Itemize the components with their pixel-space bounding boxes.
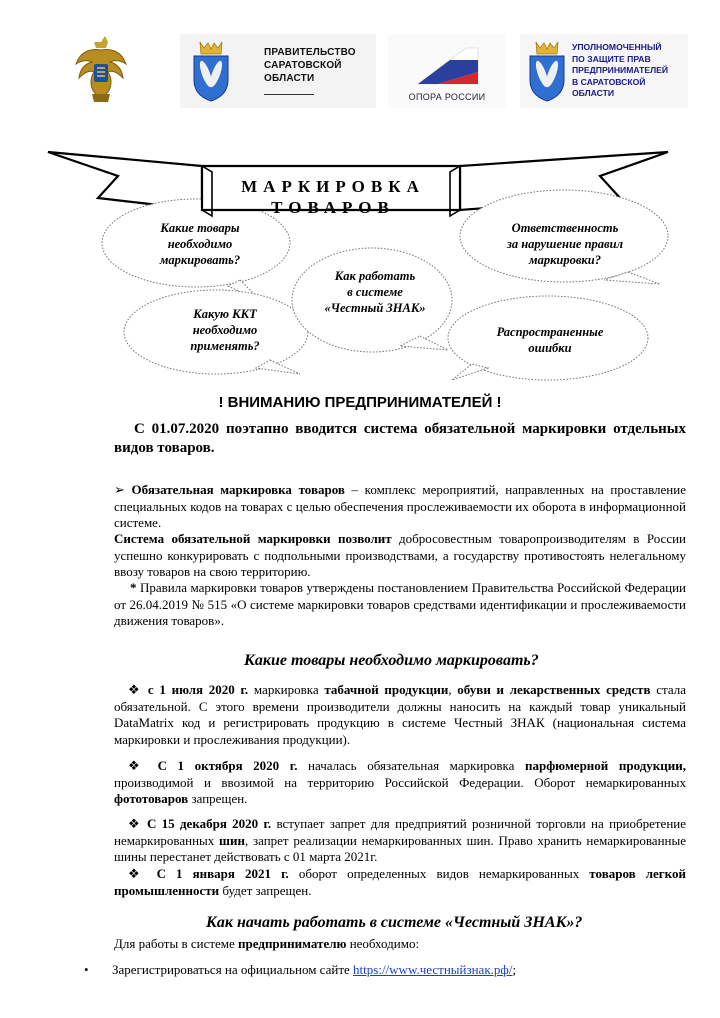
- item-date: с 1 июля 2020 г.: [147, 682, 249, 697]
- item-text: будет запрещен.: [219, 882, 312, 898]
- bubble-line: применять?: [190, 339, 260, 353]
- diamond-bullet-icon: ❖: [128, 816, 142, 831]
- bubble-what-goods: [130, 220, 270, 268]
- bubble-line: Какие товары: [160, 221, 240, 235]
- asterisk-mark: *: [130, 580, 137, 595]
- item-bold: шин: [219, 832, 245, 848]
- item-bold: парфюмерной продукции,: [524, 758, 686, 773]
- diamond-bullet-icon: ❖: [128, 866, 147, 881]
- gov-underline: [264, 94, 314, 95]
- item-bold: фототоваров: [114, 791, 189, 806]
- item-october: [114, 758, 686, 808]
- item-bold: товаров легкой промышленности: [114, 866, 686, 898]
- item-date: С 15 декабря 2020 г.: [147, 816, 272, 831]
- bubble-line: ошибки: [528, 341, 572, 355]
- intro-text: Для работы в системе: [114, 936, 239, 951]
- register-tail: ;: [512, 962, 517, 977]
- opora-russia-label: ОПОРА РОССИИ: [408, 92, 486, 102]
- bubble-line: за нарушение правил: [506, 237, 623, 251]
- bubble-responsibility: [480, 220, 650, 268]
- section-heading-honest-sign: Как начать работать в системе «Честный ЗНАК»?: [206, 914, 583, 931]
- bubble-honest-sign: [300, 268, 450, 316]
- item-date: С 1 января 2021 г.: [156, 866, 289, 881]
- title-banner-graphic: [0, 140, 720, 400]
- register-text: Зарегистрироваться на официальном сайте: [112, 962, 354, 977]
- section-heading-what-goods: Какие товары необходимо маркировать?: [244, 652, 539, 669]
- bubble-line: в системе: [347, 285, 403, 299]
- item-text: вступает запрет для предприятий розничной торговли на приобретение немаркированных: [114, 816, 686, 848]
- definition-text: – комплекс мероприятий, направленных на проставление специальных кодов на товарах с целью обеспечения прослеживаемости их оборота в информационной системе.: [114, 482, 686, 530]
- diamond-bullet-icon: ❖: [128, 682, 143, 697]
- register-item: [84, 962, 684, 979]
- ombudsman-name: [572, 42, 668, 100]
- bubble-line: «Честный ЗНАК»: [324, 301, 426, 315]
- definition-term: Обязательная маркировка товаров: [131, 482, 345, 497]
- banner-title-line-2: ТОВАРОВ: [271, 198, 395, 217]
- intro-paragraph: С 01.07.2020 поэтапно вводится система обязательной маркировки отдельных видов товаров.: [114, 421, 686, 456]
- bubble-line: необходимо: [192, 323, 258, 337]
- bubble-line: Ответственность: [511, 221, 619, 235]
- allows-text: добросовестным товаропроизводителям в России успешно конкурировать с подпольными производствами, а государству противостоять нелегальному ввозу товаров на свою территорию.: [114, 531, 687, 579]
- honest-sign-website-link[interactable]: https://www.честныйзнак.рф/: [353, 962, 513, 977]
- item-july: [114, 682, 686, 748]
- saratov-crest-icon: [526, 40, 568, 102]
- diamond-bullet-icon: ❖: [128, 758, 147, 773]
- saratov-crest-icon: [190, 40, 232, 102]
- opora-russia-logo: [388, 34, 506, 108]
- definition-paragraph: [114, 482, 686, 532]
- prosecutor-eagle-emblem: [72, 34, 130, 108]
- russian-flag-icon: [416, 44, 480, 88]
- item-text: оборот определенных видов немаркированных: [288, 866, 590, 881]
- ombud-line-5: ОБЛАСТИ: [572, 88, 615, 98]
- intro-bold: предпринимателю: [238, 936, 347, 951]
- logos-row: [0, 30, 720, 112]
- allows-term: Система обязательной маркировки позволит: [114, 531, 392, 546]
- rules-paragraph: [114, 580, 686, 630]
- bubble-kkt: [160, 306, 290, 354]
- dot-bullet-icon: •: [84, 962, 89, 977]
- allows-paragraph: [114, 531, 686, 581]
- bubble-line: Какую ККТ: [193, 307, 257, 321]
- item-bold: табачной продукции: [324, 682, 449, 697]
- gov-name-line-2: САРАТОВСКОЙ: [264, 60, 342, 71]
- banner-title: [218, 176, 448, 218]
- ombud-line-3: ПРЕДПРИНИМАТЕЛЕЙ: [572, 65, 669, 75]
- bubble-line: Как работать: [334, 269, 416, 283]
- item-text: запрещен.: [188, 791, 248, 806]
- section2-intro: [114, 936, 686, 953]
- bubble-line: Распространенные: [496, 325, 604, 339]
- item-text: началась обязательная маркировка: [297, 758, 525, 773]
- item-january: [114, 866, 686, 899]
- government-name: [264, 46, 356, 85]
- banner-title-line-1: МАРКИРОВКА: [241, 177, 425, 196]
- item-text: производимой и ввозимой на территорию Российской Федерации. Оборот немаркированных: [114, 774, 686, 790]
- item-text: маркировка: [248, 682, 325, 697]
- arrow-bullet-icon: ➢: [114, 482, 125, 497]
- bubble-line: маркировать?: [159, 253, 241, 267]
- gov-name-line-3: ОБЛАСТИ: [264, 73, 315, 84]
- saratov-government-logo: [180, 34, 376, 108]
- gov-name-line-1: ПРАВИТЕЛЬСТВО: [264, 47, 356, 58]
- intro-text: необходимо:: [346, 936, 420, 951]
- bubble-line: необходимо: [167, 237, 233, 251]
- item-december: [114, 816, 686, 866]
- ombudsman-logo: [520, 34, 688, 108]
- item-bold: обуви и лекарственных средств: [457, 682, 651, 697]
- item-text: , запрет реализации немаркированных шин. Право хранить немаркированные шины перестанет действовать с 01 марта 2021г.: [114, 832, 686, 864]
- bubble-line: маркировки?: [529, 253, 601, 267]
- item-date: С 1 октября 2020 г.: [157, 758, 298, 773]
- attention-heading: ! ВНИМАНИЮ ПРЕДПРИНИМАТЕЛЕЙ !: [218, 394, 502, 411]
- rules-text: Правила маркировки товаров утверждены постановлением Правительства Российской Федерации от 26.04.2019 № 515 «О системе маркировки товаров средствами идентификации и прослеживаемости движения товаров».: [114, 580, 686, 628]
- ombud-line-4: В САРАТОВСКОЙ: [572, 76, 646, 87]
- ombud-line-2: ПО ЗАЩИТЕ ПРАВ: [572, 53, 651, 64]
- item-text: ,: [448, 682, 458, 697]
- ombud-line-1: УПОЛНОМОЧЕННЫЙ: [572, 42, 662, 52]
- item-text: стала обязательной. С этого времени производители должны наносить на каждый товар уникальный DataMatrix код и регистрировать продукцию в системе Честный ЗНАК (национальная система маркировки и прослеживания продукции).: [114, 682, 686, 747]
- bubble-errors: [470, 324, 630, 356]
